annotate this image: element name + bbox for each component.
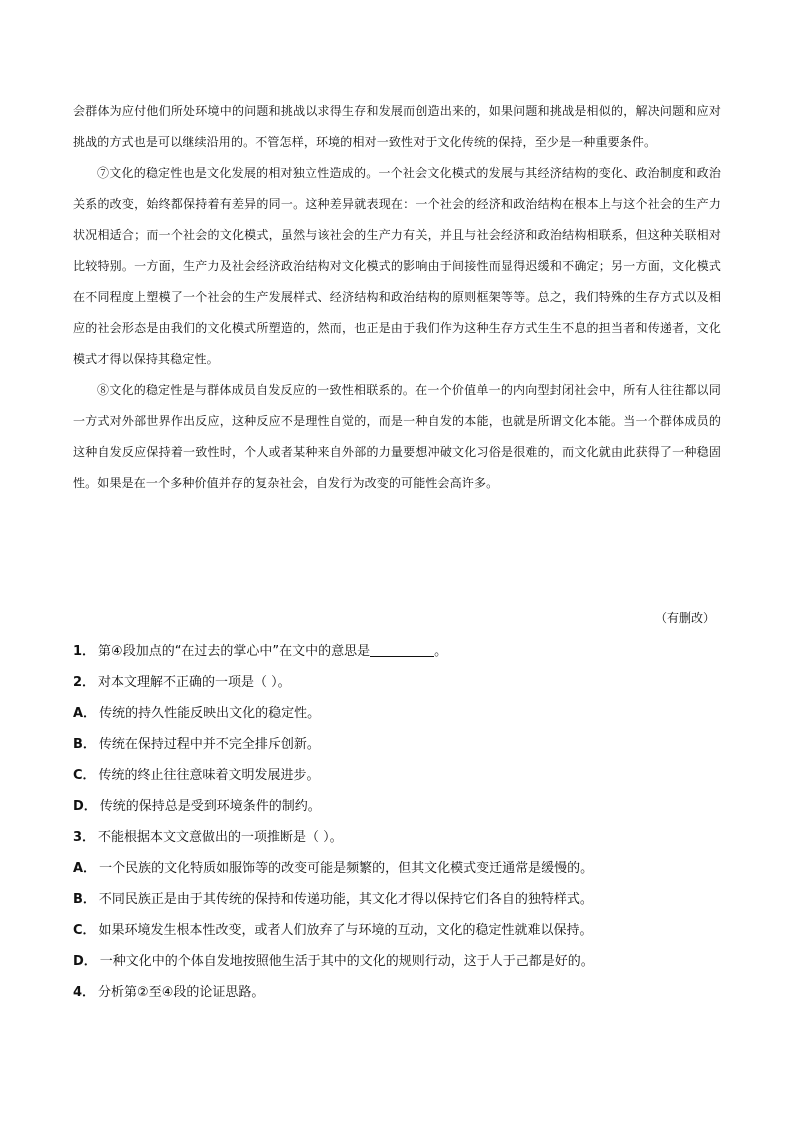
question-stem: 分析第②至④段的论证思路。 xyxy=(98,985,265,1000)
option-text: 一种文化中的个体自发地按照他生活于其中的文化的规则行动，这于人于己都是好的。 xyxy=(99,954,594,969)
question-number: 2． xyxy=(73,675,96,690)
passage-paragraph-7: ⑦文化的稳定性也是文化发展的相对独立性造成的。一个社会文化模式的发展与其经济结构的变化、政治制度和政治关系的改变，始终都保持着有差异的同一。这种差异就表现在：一个社会的经济和政治结构在根本上与这个社会的生产力状况相适合；而一个社会的文化模式，虽然与该社会的生产力有关，并且与社会经济和政治结构相联系，但这种关联相对比较特别。一方面，生产力及社会经济政治结构对文化模式的影响由于间接性而显得迟缓和不确定；另一方面，文化模式在不同程度上塑模了一个社会的生产发展样式、经济结构和政治结构的原则框架等等。总之，我们特殊的生存方式以及相应的社会形态是由我们的文化模式所塑造的，然而，也正是由于我们作为这种生存方式生生不息的担当者和传递者，文化模式才得以保持其稳定性。 xyxy=(73,166,721,366)
question-1 xyxy=(73,636,723,667)
option-letter: C． xyxy=(73,923,96,938)
option-letter: A． xyxy=(73,706,97,721)
question-section xyxy=(73,636,723,1008)
reading-passage xyxy=(73,96,721,499)
source-note: （有删改） xyxy=(654,611,715,625)
option-text: 传统的终止往往意味着文明发展进步。 xyxy=(98,768,320,783)
option-letter: D． xyxy=(73,799,97,814)
question-stem: 对本文理解不正确的一项是（ ）。 xyxy=(98,675,291,690)
question-4 xyxy=(73,977,723,1008)
question-stem-end: 。 xyxy=(434,644,448,659)
passage-paragraph-8: ⑧文化的稳定性是与群体成员自发反应的一致性相联系的。在一个价值单一的内向型封闭社会中，所有人往往都以同一方式对外部世界作出反应，这种反应不是理性自觉的，而是一种自发的本能，也就是所谓文化本能。当一个群体成员的这种自发反应保持着一致性时，个人或者某种来自外部的力量要想冲破文化习俗是很难的，而文化就由此获得了一种稳固性。如果是在一个多种价值并存的复杂社会，自发行为改变的可能性会高许多。 xyxy=(73,383,721,490)
passage-paragraph-continued: 会群体为应付他们所处环境中的问题和挑战以求得生存和发展而创造出来的，如果问题和挑战是相似的，解决问题和应对挑战的方式也是可以继续沿用的。不管怎样，环境的相对一致性对于文化传统的保持，至少是一种重要条件。 xyxy=(73,104,721,149)
option-b xyxy=(73,884,723,915)
question-2 xyxy=(73,667,723,698)
option-c xyxy=(73,915,723,946)
option-d xyxy=(73,946,723,977)
option-a xyxy=(73,698,723,729)
question-stem: 第④段加点的“在过去的掌心中”在文中的意思是 xyxy=(98,644,371,659)
option-b xyxy=(73,729,723,760)
option-letter: A． xyxy=(73,861,97,876)
question-number: 3． xyxy=(73,830,96,845)
option-text: 传统在保持过程中并不完全排斥创新。 xyxy=(98,737,320,752)
option-letter: B． xyxy=(73,892,96,907)
question-stem: 不能根据本文文意做出的一项推断是（ ）。 xyxy=(98,830,343,845)
option-text: 传统的保持总是受到环境条件的制约。 xyxy=(99,799,321,814)
option-a xyxy=(73,853,723,884)
option-text: 一个民族的文化特质如服饰等的改变可能是频繁的，但其文化模式变迁通常是缓慢的。 xyxy=(99,861,594,876)
option-letter: D． xyxy=(73,954,97,969)
option-text: 如果环境发生根本性改变，或者人们放弃了与环境的互动，文化的稳定性就难以保持。 xyxy=(98,923,593,938)
option-letter: C． xyxy=(73,768,96,783)
question-3 xyxy=(73,822,723,853)
answer-blank[interactable] xyxy=(370,642,434,657)
option-d xyxy=(73,791,723,822)
option-text: 不同民族正是由于其传统的保持和传递功能，其文化才得以保持它们各自的独特样式。 xyxy=(98,892,593,907)
option-c xyxy=(73,760,723,791)
option-text: 传统的持久性能反映出文化的稳定性。 xyxy=(99,706,321,721)
option-letter: B． xyxy=(73,737,96,752)
question-number: 1． xyxy=(73,644,96,659)
question-number: 4． xyxy=(73,985,96,1000)
